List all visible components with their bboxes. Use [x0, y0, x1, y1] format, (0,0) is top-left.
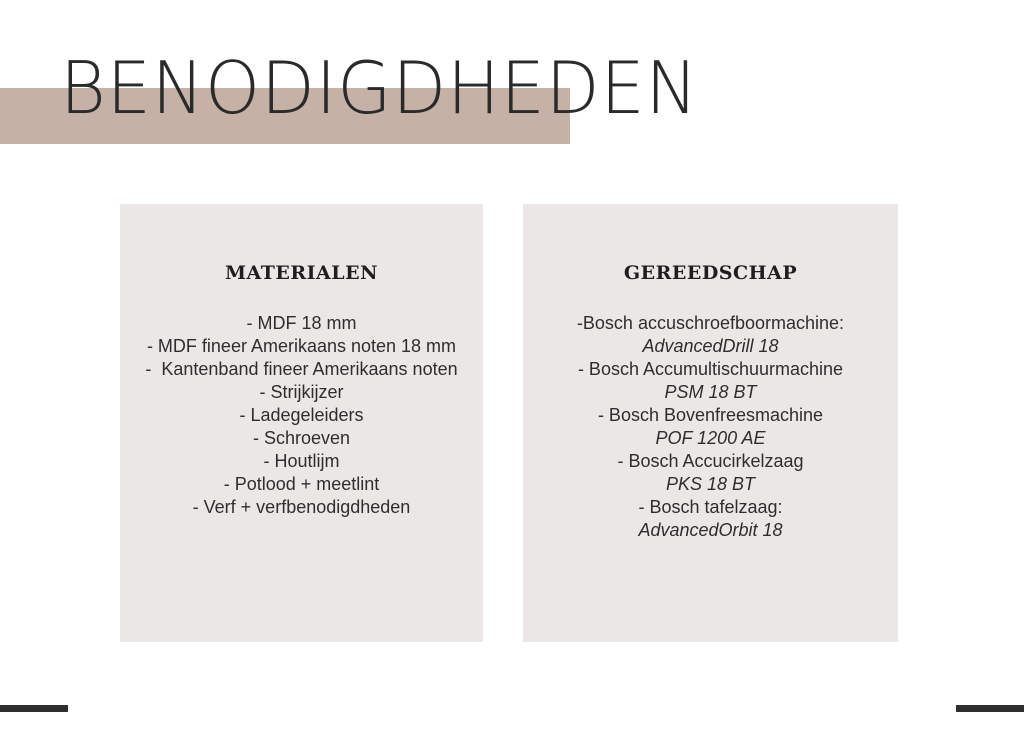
- tool-name: - Bosch Accumultischuurmachine: [577, 359, 844, 379]
- tool-name: - Bosch Accucirkelzaag: [617, 451, 804, 471]
- tools-card: [523, 204, 898, 642]
- materials-item: - Houtlijm: [263, 451, 340, 471]
- materials-list: [120, 312, 483, 519]
- tools-heading: GEREEDSCHAP: [623, 262, 798, 284]
- tool-model: AdvancedOrbit 18: [638, 520, 783, 540]
- materials-card: [120, 204, 483, 642]
- materials-item: - MDF fineer Amerikaans noten 18 mm: [146, 336, 457, 356]
- materials-item: - Potlood + meetlint: [223, 474, 380, 494]
- materials-item: - MDF 18 mm: [246, 313, 357, 333]
- footer-bar-left: [0, 705, 68, 712]
- materials-heading: MATERIALEN: [225, 262, 378, 284]
- tool-model: AdvancedDrill 18: [642, 336, 779, 356]
- page-title: BENODIGDHEDEN: [60, 46, 699, 130]
- tool-name: - Bosch Bovenfreesmachine: [597, 405, 824, 425]
- tool-model: POF 1200 AE: [655, 428, 766, 448]
- footer-bar-right: [956, 705, 1024, 712]
- tool-model: PSM 18 BT: [664, 382, 757, 402]
- tool-name: - Bosch tafelzaag:: [638, 497, 783, 517]
- materials-item: - Schroeven: [252, 428, 351, 448]
- materials-item: - Verf + verfbenodigdheden: [192, 497, 411, 517]
- materials-item: - Kantenband fineer Amerikaans noten: [145, 359, 458, 379]
- materials-item: - Ladegeleiders: [239, 405, 364, 425]
- tool-name: -Bosch accuschroefboormachine:: [576, 313, 845, 333]
- tool-model: PKS 18 BT: [665, 474, 756, 494]
- materials-item: - Strijkijzer: [259, 382, 344, 402]
- tools-list: [523, 312, 898, 542]
